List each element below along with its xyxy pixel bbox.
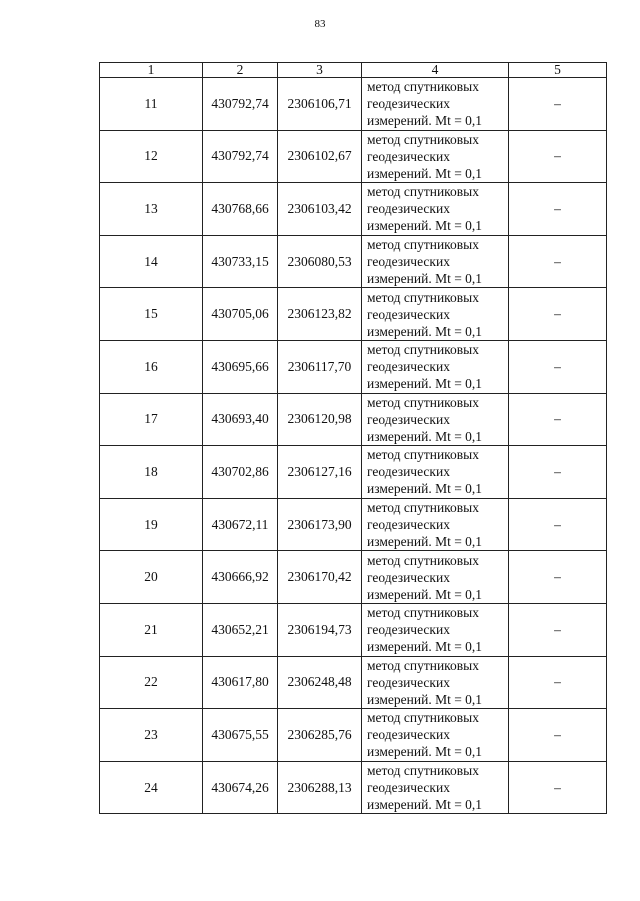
y-coordinate-cell: 2306106,71 [278,78,362,131]
coordinates-table [99,62,607,814]
y-coordinate-cell: 2306248,48 [278,656,362,709]
point-number-cell: 23 [100,709,203,762]
method-text-line: геодезических [367,674,450,690]
table-row [100,340,607,393]
method-text-line: геодезических [367,569,450,585]
y-coordinate-cell: 2306127,16 [278,446,362,499]
point-number-cell: 16 [100,340,203,393]
x-coordinate-cell: 430702,86 [203,446,278,499]
method-text-line: метод спутниковых [367,447,479,463]
method-text-line: геодезических [367,201,450,217]
method-text-line: геодезических [367,359,450,375]
method-text-line: измерений. Mt = 0,1 [367,691,483,707]
method-text-line: метод спутниковых [367,605,479,621]
column-5-cell: – [509,551,607,604]
y-coordinate-cell: 2306123,82 [278,288,362,341]
method-text-line: измерений. Mt = 0,1 [367,113,483,129]
point-number-cell: 22 [100,656,203,709]
table-row [100,498,607,551]
method-text-line: измерений. Mt = 0,1 [367,165,483,181]
table-row [100,235,607,288]
y-coordinate-cell: 2306080,53 [278,235,362,288]
method-text-line: измерений. Mt = 0,1 [367,428,483,444]
x-coordinate-cell: 430768,66 [203,183,278,236]
method-text-line: измерений. Mt = 0,1 [367,639,483,655]
method-text-line: метод спутниковых [367,394,479,410]
point-number-cell: 18 [100,446,203,499]
method-cell [362,235,509,288]
point-number-cell: 21 [100,603,203,656]
x-coordinate-cell: 430733,15 [203,235,278,288]
method-text-line: геодезических [367,464,450,480]
table-row [100,446,607,499]
point-number-cell: 15 [100,288,203,341]
method-text-line: метод спутниковых [367,552,479,568]
table-row [100,288,607,341]
y-coordinate-cell: 2306285,76 [278,709,362,762]
y-coordinate-cell: 2306120,98 [278,393,362,446]
header-col-3: 3 [278,63,362,78]
method-text-line: геодезических [367,780,450,796]
table-row [100,130,607,183]
method-text-line: геодезических [367,727,450,743]
method-cell [362,183,509,236]
y-coordinate-cell: 2306194,73 [278,603,362,656]
method-text-line: метод спутниковых [367,289,479,305]
column-5-cell: – [509,183,607,236]
method-text-line: геодезических [367,411,450,427]
column-5-cell: – [509,393,607,446]
table-row [100,551,607,604]
table-row [100,78,607,131]
y-coordinate-cell: 2306288,13 [278,761,362,814]
table-row [100,709,607,762]
method-text-line: метод спутниковых [367,131,479,147]
method-text-line: геодезических [367,254,450,270]
point-number-cell: 11 [100,78,203,131]
column-5-cell: – [509,761,607,814]
header-col-1: 1 [100,63,203,78]
method-text-line: геодезических [367,622,450,638]
column-5-cell: – [509,235,607,288]
method-cell [362,288,509,341]
method-cell [362,603,509,656]
x-coordinate-cell: 430695,66 [203,340,278,393]
method-text-line: измерений. Mt = 0,1 [367,744,483,760]
x-coordinate-cell: 430792,74 [203,130,278,183]
column-5-cell: – [509,288,607,341]
table-row [100,656,607,709]
header-col-4: 4 [362,63,509,78]
table-body [100,78,607,814]
x-coordinate-cell: 430675,55 [203,709,278,762]
y-coordinate-cell: 2306117,70 [278,340,362,393]
column-5-cell: – [509,340,607,393]
method-text-line: геодезических [367,148,450,164]
method-cell [362,498,509,551]
point-number-cell: 14 [100,235,203,288]
method-text-line: геодезических [367,96,450,112]
y-coordinate-cell: 2306170,42 [278,551,362,604]
y-coordinate-cell: 2306102,67 [278,130,362,183]
method-cell [362,78,509,131]
method-text-line: измерений. Mt = 0,1 [367,323,483,339]
table-row [100,183,607,236]
header-col-5: 5 [509,63,607,78]
table-header [100,63,607,78]
method-text-line: метод спутниковых [367,79,479,95]
page-number: 83 [314,18,326,30]
column-5-cell: – [509,498,607,551]
method-text-line: измерений. Mt = 0,1 [367,218,483,234]
point-number-cell: 19 [100,498,203,551]
y-coordinate-cell: 2306103,42 [278,183,362,236]
method-text-line: метод спутниковых [367,657,479,673]
x-coordinate-cell: 430693,40 [203,393,278,446]
method-text-line: метод спутниковых [367,763,479,779]
point-number-cell: 20 [100,551,203,604]
method-cell [362,709,509,762]
x-coordinate-cell: 430674,26 [203,761,278,814]
x-coordinate-cell: 430617,80 [203,656,278,709]
column-5-cell: – [509,130,607,183]
method-cell [362,446,509,499]
header-col-2: 2 [203,63,278,78]
column-5-cell: – [509,709,607,762]
method-text-line: измерений. Mt = 0,1 [367,481,483,497]
method-text-line: измерений. Mt = 0,1 [367,376,483,392]
method-text-line: измерений. Mt = 0,1 [367,797,483,813]
method-cell [362,551,509,604]
x-coordinate-cell: 430792,74 [203,78,278,131]
method-text-line: геодезических [367,517,450,533]
column-5-cell: – [509,603,607,656]
table-row [100,761,607,814]
table-row [100,603,607,656]
method-cell [362,761,509,814]
point-number-cell: 12 [100,130,203,183]
x-coordinate-cell: 430705,06 [203,288,278,341]
method-cell [362,656,509,709]
point-number-cell: 17 [100,393,203,446]
method-text-line: метод спутниковых [367,342,479,358]
point-number-cell: 24 [100,761,203,814]
method-text-line: геодезических [367,306,450,322]
method-cell [362,393,509,446]
column-5-cell: – [509,78,607,131]
point-number-cell: 13 [100,183,203,236]
y-coordinate-cell: 2306173,90 [278,498,362,551]
method-text-line: измерений. Mt = 0,1 [367,534,483,550]
table-row [100,393,607,446]
method-text-line: метод спутниковых [367,710,479,726]
x-coordinate-cell: 430666,92 [203,551,278,604]
x-coordinate-cell: 430672,11 [203,498,278,551]
method-text-line: метод спутниковых [367,237,479,253]
header-row [100,63,607,78]
method-text-line: измерений. Mt = 0,1 [367,586,483,602]
method-cell [362,340,509,393]
column-5-cell: – [509,446,607,499]
method-text-line: измерений. Mt = 0,1 [367,271,483,287]
x-coordinate-cell: 430652,21 [203,603,278,656]
column-5-cell: – [509,656,607,709]
method-text-line: метод спутниковых [367,184,479,200]
method-cell [362,130,509,183]
method-text-line: метод спутниковых [367,500,479,516]
